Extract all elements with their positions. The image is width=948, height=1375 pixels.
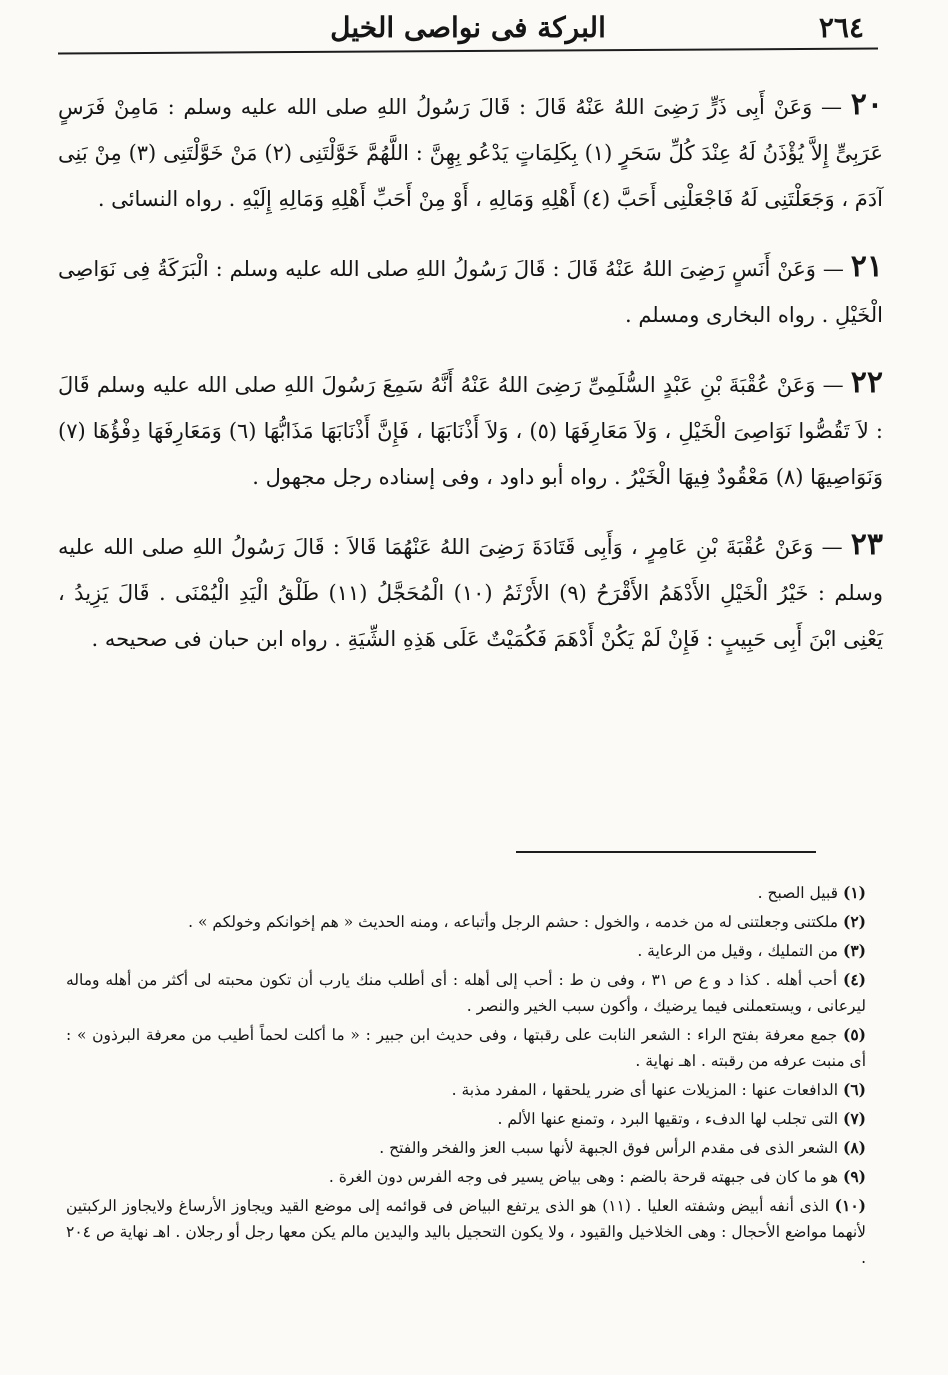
footnote-text: من التمليك ، وقيل من الرعاية . [637,942,839,960]
hadith-number: ٢٢ [850,365,883,400]
footnote-text: هو ما كان فى جبهته قرحة بالضم : وهى بياض يسير فى وجه الفرس دون الغرة . [328,1168,839,1186]
footnote-1 [66,880,866,906]
footnote-3 [66,938,866,964]
footnote-7 [66,1106,866,1132]
running-title: البركة فى نواصى الخيل [330,11,606,44]
dash-separator: — [815,373,844,397]
hadith-21 [58,244,883,338]
footnote-number: (١) [842,883,866,902]
footnote-text: أحب أهله . كذا د و ع ص ٣١ ، وفى ن ط : أحب إلى أهله : أى أطلب منك يارب أن تكون محبته لى أكثر من أهله وماله ليرعانى ، ويستعملنى فيما يرضيك ، وأكون سبب الخير والنصر . [66,971,866,1015]
footnote-number: (٦) [842,1080,866,1099]
footnote-4 [66,967,866,1019]
footnote-number: (٢) [842,912,866,931]
dash-separator: — [813,535,843,559]
hadith-text: وَعَنْ أَبِى ذَرٍّ رَضِىَ اللهُ عَنْهُ قَالَ : قَالَ رَسُولُ اللهِ صلى الله عليه وسلم : مَامِنْ فَرَسٍ عَرَبِىٍّ إِلاَّ يُؤْذَنُ لَهُ عِنْدَ كُلِّ سَحَرٍ (١) بِكَلِمَاتٍ يَدْعُو بِهِنَّ : اللَّهُمَّ خَوَّلْتَنِى (٢) مَنْ خَوَّلْتَنِى (٣) مِنْ بَنِى آدَمَ ، وَجَعَلْتَنِى لَهُ فَاجْعَلْنِى أَحَبَّ (٤) أَهْلِهِ وَمَالِهِ ، أَوْ مِنْ أَحَبِّ أَهْلِهِ وَمَالِهِ إِلَيْهِ . رواه النسائى . [58,95,883,211]
footnote-number: (١٠) [834,1196,866,1215]
hadith-number: ٢٣ [850,527,883,562]
footnote-9 [66,1164,866,1190]
page-header [58,0,878,50]
footnote-5 [66,1022,866,1074]
hadith-text: وَعَنْ عُقْبَةَ بْنِ عَامِرٍ ، وَأَبِى قَتَادَةَ رَضِىَ اللهُ عَنْهُمَا قَالاَ : قَالَ رَسُولُ اللهِ صلى الله عليه وسلم : خَيْرُ الْخَيْلِ الأَدْهَمُ الأَقْرَحُ (٩) الأَرْثَمُ (١٠) الْمُحَجَّلُ (١١) طَلْقُ الْيَدِ الْيُمْنَى . قَالَ يَزِيدُ ، يَعْنِى ابْنَ أَبِى حَبِيبٍ : فَإِنْ لَمْ يَكُنْ أَدْهَمَ فَكُمَيْتٌ عَلَى هَذِهِ الشِّيَةِ . رواه ابن حبان فى صحيحه . [58,535,883,651]
hadith-number: ٢٠ [850,87,883,122]
footnote-number: (٨) [842,1138,866,1157]
hadith-number: ٢١ [850,249,883,284]
footnote-text: الشعر الذى فى مقدم الرأس فوق الجبهة لأنها سبب العز والفخر والفتح . [379,1139,839,1157]
hadith-text: وَعَنْ أَنَسٍ رَضِىَ اللهُ عَنْهُ قَالَ : قَالَ رَسُولُ اللهِ صلى الله عليه وسلم : الْبَرَكَةُ فِى نَوَاصِى الْخَيْلِ . رواه البخارى ومسلم . [58,257,883,327]
main-text [58,82,883,684]
footnote-10 [66,1193,866,1271]
footnote-number: (٤) [843,970,867,989]
footnote-text: الذى أنفه أبيض وشفته العليا . (١١) هو الذى يرتفع البياض فى قوائمه إلى موضع القيد ويجاوز الأرساغ ولايجاوز الركبتين لأنهما مواضع الأحجال : وهى الخلاخيل والقيود ، ولا يكون التحجيل باليد واليدين مالم يكن معها رجل أو رجلان . اهـ نهاية ص ٢٠٤ . [66,1197,866,1267]
footnote-text: التى تجلب لها الدفء ، وتقيها البرد ، وتمنع عنها الألم . [497,1110,839,1128]
footnote-text: ملكتنى وجعلتنى له من خدمه ، والخول : حشم الرجل وأتباعه ، ومنه الحديث « هم إخوانكم وخولكم » . [188,913,839,931]
footnote-2 [66,909,866,935]
footnote-number: (٩) [842,1167,866,1186]
dash-separator: — [815,257,844,281]
hadith-22 [58,360,883,500]
footnote-number: (٥) [842,1025,866,1044]
dash-separator: — [812,95,843,119]
footnote-number: (٧) [842,1109,866,1128]
footnote-text: الدافعات عنها : المزيلات عنها أى ضرر يلحقها ، المفرد مذبة . [451,1081,839,1099]
footnote-8 [66,1135,866,1161]
footnote-text: جمع معرفة بفتح الراء : الشعر النابت على رقبتها ، وفى حديث ابن جبير : « ما أكلت لحماً أطيب من معرفة البرذون » : أى منبت عرفه من رقبته . اهـ نهاية . [66,1026,866,1070]
hadith-20 [58,82,883,222]
footnotes [66,880,866,1274]
footnote-separator [516,851,816,853]
footnote-6 [66,1077,866,1103]
hadith-text: وَعَنْ عُقْبَةَ بْنِ عَبْدٍ السُّلَمِىِّ رَضِىَ اللهُ عَنْهُ أَنَّهُ سَمِعَ رَسُولَ اللهِ صلى الله عليه وسلم قَالَ : لاَ تَقُصُّوا نَوَاصِىَ الْخَيْلِ ، وَلاَ مَعَارِفَهَا (٥) ، وَلاَ أَذْنَابَهَا ، فَإِنَّ أَذْنَابَهَا مَذَابُّهَا (٦) وَمَعَارِفَهَا دِفْؤُهَا (٧) وَنَوَاصِيهَا (٨) مَعْقُودٌ فِيهَا الْخَيْرُ . رواه أبو داود ، وفى إسناده رجل مجهول . [58,373,883,489]
page-number: ٢٦٤ [818,11,864,44]
footnote-text: قبيل الصبح . [757,884,839,902]
footnote-number: (٣) [842,941,866,960]
hadith-23 [58,522,883,662]
